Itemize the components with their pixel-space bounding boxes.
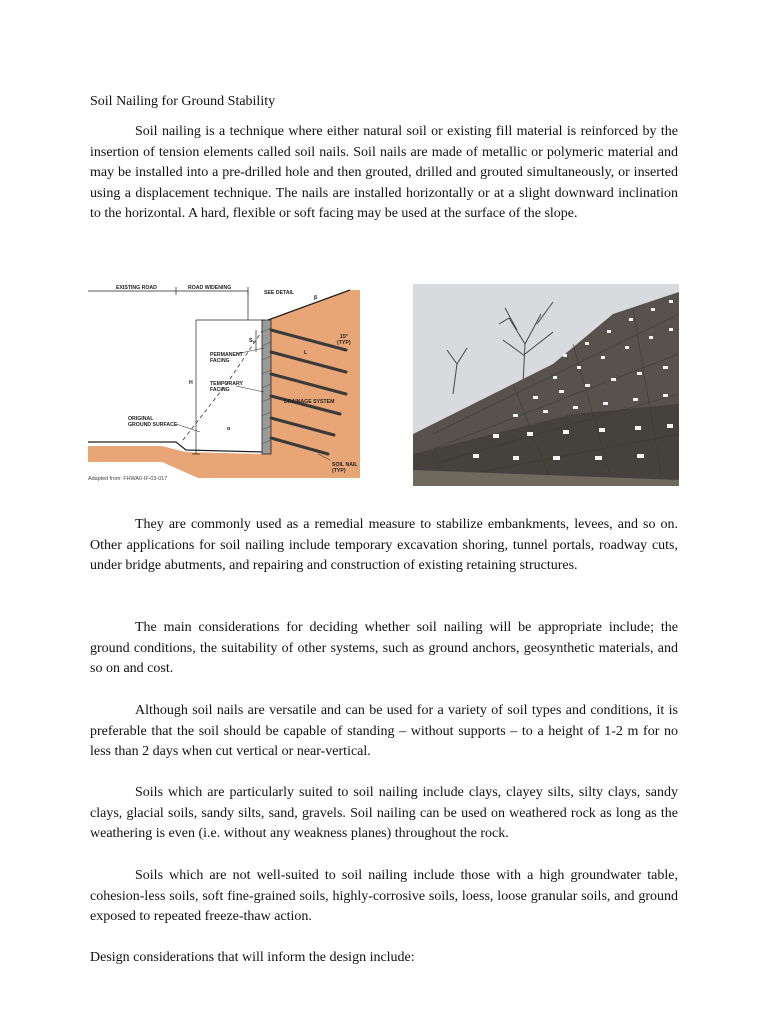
label-typ: (TYP)	[337, 340, 351, 346]
document-title: Soil Nailing for Ground Stability	[90, 94, 276, 109]
label-alpha: α	[227, 426, 231, 432]
label-sv: Sᵥ	[249, 338, 255, 344]
label-inclination: 15°	[340, 334, 348, 340]
slope-photo-svg	[413, 284, 679, 486]
label-drainage-system: DRAINAGE SYSTEM	[284, 399, 335, 405]
label-permanent-facing-1: PERMANENT	[210, 352, 243, 358]
label-length: L	[304, 350, 308, 356]
label-existing-road: EXISTING ROAD	[116, 285, 157, 291]
soil-nail-cross-section-diagram	[88, 282, 402, 488]
diagram-credit: Adapted from: FHWA0-IF-03-017	[88, 476, 168, 482]
label-see-detail: SEE DETAIL	[264, 290, 295, 296]
label-soil-nail-1: SOIL NAIL	[332, 462, 358, 468]
facing-wall	[262, 320, 271, 454]
soil-nailed-slope-photo	[413, 284, 679, 486]
paragraph-versatility: Although soil nails are versatile and can be used for a variety of soil types and conditions, it is preferable that the soil should be capable of standing – without supports – to a height of 1-2 m for no less than 2 days when cut vertical or near-vertical.	[90, 703, 678, 760]
label-original-ground-1: ORIGINAL	[128, 416, 154, 422]
paragraph-design-intro: Design considerations that will inform the design include:	[90, 950, 415, 965]
label-temporary-facing-1: TEMPORARY	[210, 381, 243, 387]
diagram-svg	[88, 282, 402, 488]
label-height: H	[189, 380, 193, 386]
label-temporary-facing-2: FACING	[210, 387, 230, 393]
paragraph-applications: They are commonly used as a remedial measure to stabilize embankments, levees, and so on. Other applications for soil nailing include temporary excavation shoring, tunnel portals, roadway cuts, under bridge abutments, and repairing and construction of existing retaining structures.	[90, 517, 678, 574]
paragraph-suited-soils: Soils which are particularly suited to soil nailing include clays, clayey silts, silty clays, sandy clays, glacial soils, sandy silts, sand, gravels. Soil nailing can be used on weathered rock as long as the weathering is even (i.e. without any weakness planes) throughout the rock.	[90, 785, 678, 842]
label-soil-nail-2: (TYP)	[332, 468, 346, 474]
paragraph-considerations: The main considerations for deciding whether soil nailing will be appropriate include; the ground conditions, the suitability of other systems, such as ground anchors, geosynthetic materials, and so on and cost.	[90, 620, 678, 677]
label-road-widening: ROAD WIDENING	[188, 285, 232, 291]
label-original-ground-2: GROUND SURFACE	[128, 422, 178, 428]
paragraph-intro: Soil nailing is a technique where either natural soil or existing fill material is reinforced by the insertion of tension elements called soil nails. Soil nails are made of metallic or polymeric material and may be installed into a pre-drilled hole and then grouted, drilled and grouted simultaneously, or inserted using a displacement technique. The nails are installed horizontally or at a slight downward inclination to the horizontal. A hard, flexible or soft facing may be used at the surface of the slope.	[90, 124, 678, 222]
label-beta: β	[314, 295, 318, 301]
paragraph-unsuited-soils: Soils which are not well-suited to soil nailing include those with a high groundwater table, cohesion-less soils, soft fine-grained soils, highly-corrosive soils, loess, loose granular soils, and ground exposed to repeated freeze-thaw action.	[90, 868, 678, 925]
label-permanent-facing-2: FACING	[210, 358, 230, 364]
